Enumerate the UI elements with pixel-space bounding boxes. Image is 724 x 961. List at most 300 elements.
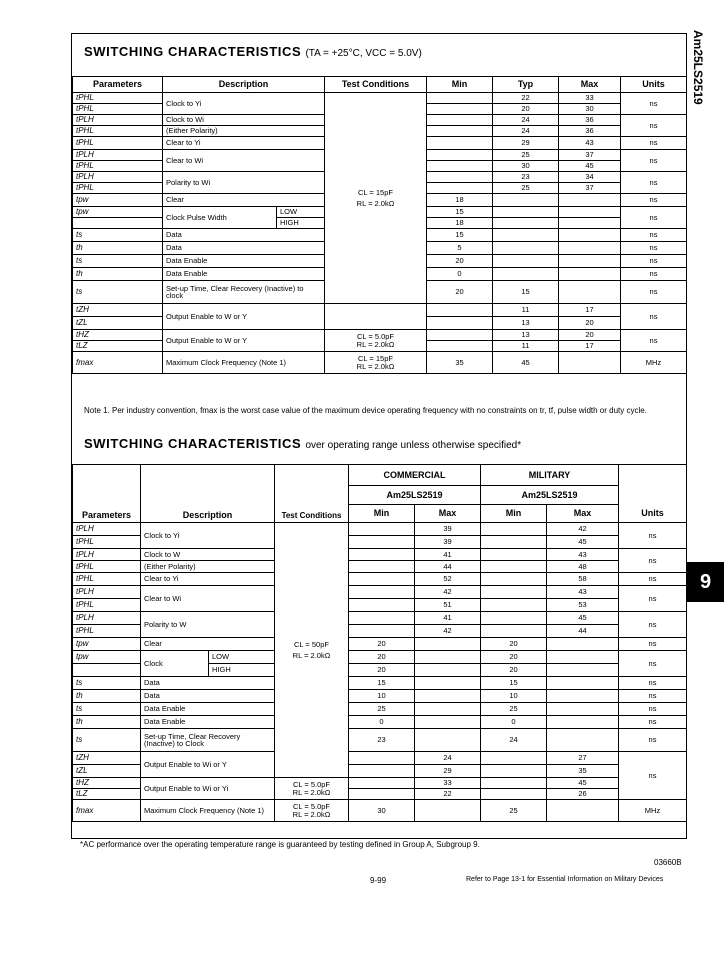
value-max: 34 (559, 172, 621, 183)
value-max: 17 (559, 304, 621, 317)
col-comm-max: Max (415, 505, 481, 523)
value-mil-max (547, 716, 619, 729)
value-units: ns (621, 304, 687, 330)
value-max: 33 (559, 93, 621, 104)
param-description: Clock Pulse Width LOW HIGH (163, 207, 325, 229)
value-comm-min: 10 (349, 690, 415, 703)
value-units: ns (619, 703, 687, 716)
value-comm-max: 24 (415, 752, 481, 765)
param-symbol: tZL (73, 765, 141, 778)
doc-code: 03660B (654, 858, 682, 867)
value-units: ns (621, 150, 687, 172)
value-typ: 11 (493, 341, 559, 352)
col-units: Units (621, 77, 687, 93)
value-comm-min (349, 612, 415, 625)
value-typ (493, 207, 559, 218)
value-mil-min (481, 586, 547, 599)
value-min (427, 104, 493, 115)
value-min: 5 (427, 242, 493, 255)
value-mil-max (547, 703, 619, 716)
value-min (427, 172, 493, 183)
value-mil-min (481, 573, 547, 586)
value-typ: 13 (493, 330, 559, 341)
value-units: ns (619, 638, 687, 651)
value-mil-max: 26 (547, 789, 619, 800)
value-min (427, 137, 493, 150)
value-comm-max: 42 (415, 586, 481, 599)
param-symbol: tPHL (73, 561, 141, 573)
switching-table-25c (72, 76, 687, 374)
value-min: 15 (427, 229, 493, 242)
value-typ: 30 (493, 161, 559, 172)
value-min: 20 (427, 281, 493, 304)
value-max (559, 229, 621, 242)
value-units: ns (619, 677, 687, 690)
test-conditions-blank (325, 304, 427, 330)
param-symbol: tPHL (73, 536, 141, 549)
footnote: *AC performance over the operating temperature range is guaranteed by testing defined in Group A, Subgroup 9. (80, 840, 480, 849)
cond-rl: RL = 2.0kΩ (292, 809, 331, 819)
value-comm-min (349, 586, 415, 599)
test-conditions (325, 93, 427, 304)
switching-table-operating-range (72, 464, 687, 822)
value-comm-max: 39 (415, 536, 481, 549)
value-max (559, 268, 621, 281)
value-mil-min (481, 765, 547, 778)
section-tab: 9 (687, 562, 724, 602)
param-description: Polarity to W (141, 612, 275, 638)
value-units: MHz (619, 800, 687, 822)
param-description: Data Enable (163, 268, 325, 281)
value-mil-max: 27 (547, 752, 619, 765)
param-description: Clock to W (141, 549, 275, 561)
param-symbol: tPLH (73, 523, 141, 536)
value-units: ns (621, 281, 687, 304)
value-min (427, 93, 493, 104)
param-description: (Either Polarity) (141, 561, 275, 573)
table-row (73, 716, 687, 729)
value-units: ns (621, 137, 687, 150)
value-units: ns (621, 194, 687, 207)
value-comm-max (415, 690, 481, 703)
value-max: 20 (559, 330, 621, 341)
param-symbol: tPLH (73, 172, 163, 183)
value-comm-max: 41 (415, 612, 481, 625)
test-conditions-15pf (325, 352, 427, 374)
param-symbol: tpw (73, 194, 163, 207)
cond-cl: CL = 5.0pF (356, 332, 395, 341)
param-symbol: ts (73, 677, 141, 690)
value-typ: 45 (493, 352, 559, 374)
param-symbol: tPHL (73, 183, 163, 194)
value-mil-min: 25 (481, 703, 547, 716)
param-description: Data (163, 229, 325, 242)
param-symbol: tZH (73, 304, 163, 317)
param-description: Maximum Clock Frequency (Note 1) (141, 800, 275, 822)
value-comm-max: 39 (415, 523, 481, 536)
value-mil-min (481, 549, 547, 561)
value-mil-max (547, 690, 619, 703)
param-symbol: th (73, 242, 163, 255)
value-mil-min (481, 612, 547, 625)
value-comm-max (415, 651, 481, 664)
value-comm-min (349, 778, 415, 789)
value-comm-max (415, 677, 481, 690)
value-comm-min: 15 (349, 677, 415, 690)
value-mil-max: 43 (547, 586, 619, 599)
value-comm-max: 52 (415, 573, 481, 586)
value-min (427, 115, 493, 126)
param-symbol: ts (73, 729, 141, 752)
param-description: Output Enable to Wi or Yi (141, 778, 275, 800)
value-units: ns (621, 330, 687, 352)
value-max (559, 242, 621, 255)
value-min: 35 (427, 352, 493, 374)
param-symbol: tZH (73, 752, 141, 765)
value-min: 18 (427, 194, 493, 207)
value-units: ns (621, 207, 687, 229)
value-comm-min (349, 599, 415, 612)
value-max: 30 (559, 104, 621, 115)
value-comm-min: 20 (349, 664, 415, 677)
table-row (73, 304, 687, 317)
value-mil-min: 24 (481, 729, 547, 752)
value-comm-max (415, 800, 481, 822)
value-min (427, 161, 493, 172)
col-parameters: Parameters (73, 465, 141, 523)
param-symbol: tpw (73, 651, 141, 664)
table-row (73, 561, 687, 573)
value-mil-min: 20 (481, 664, 547, 677)
page-number: 9-99 (370, 876, 387, 885)
side-title: Am25LS2519 (691, 30, 705, 105)
value-typ: 24 (493, 115, 559, 126)
param-description: Clear (141, 638, 275, 651)
param-symbol: th (73, 690, 141, 703)
value-comm-min: 0 (349, 716, 415, 729)
value-mil-min (481, 789, 547, 800)
value-comm-min (349, 752, 415, 765)
col-mil-max: Max (547, 505, 619, 523)
param-description: Data Enable (163, 255, 325, 268)
param-description: Clear (163, 194, 325, 207)
value-mil-min (481, 536, 547, 549)
military-reference: Refer to Page 13-1 for Essential Information on Military Devices (466, 876, 664, 883)
clock-level-high: HIGH (208, 664, 274, 677)
value-typ: 20 (493, 104, 559, 115)
value-max: 37 (559, 183, 621, 194)
param-description: Clear to Yi (141, 573, 275, 586)
param-symbol: tHZ (73, 778, 141, 789)
table-row (73, 690, 687, 703)
clock-level-low: LOW (208, 651, 274, 664)
param-symbol (73, 218, 163, 229)
param-symbol: tPHL (73, 93, 163, 104)
value-comm-max (415, 729, 481, 752)
value-mil-max (547, 638, 619, 651)
value-mil-min: 10 (481, 690, 547, 703)
param-symbol: tPLH (73, 549, 141, 561)
col-description: Description (163, 77, 325, 93)
value-typ: 29 (493, 137, 559, 150)
value-comm-min: 20 (349, 638, 415, 651)
part-commercial: Am25LS2519 (349, 486, 481, 505)
value-mil-min: 25 (481, 800, 547, 822)
cond-rl: RL = 2.0kΩ (292, 650, 331, 660)
value-mil-min (481, 752, 547, 765)
param-symbol: ts (73, 281, 163, 304)
test-conditions-5pf (275, 778, 349, 800)
table-row (73, 677, 687, 690)
section1-title: SWITCHING CHARACTERISTICS (TA = +25°C, VCC = 5.0V) (84, 44, 422, 59)
value-mil-max (547, 651, 619, 664)
test-conditions-5pf (325, 330, 427, 352)
table-row (73, 651, 687, 664)
cond-rl: RL = 2.0kΩ (356, 361, 395, 371)
value-min (427, 304, 493, 317)
value-max: 17 (559, 341, 621, 352)
clock-level-low: LOW (276, 207, 324, 218)
param-description: Data Enable (141, 703, 275, 716)
value-max (559, 194, 621, 207)
value-min (427, 341, 493, 352)
param-symbol: tPHL (73, 126, 163, 137)
value-max: 36 (559, 115, 621, 126)
cond-rl: RL = 2.0kΩ (356, 198, 395, 208)
cond-cl: CL = 50pF (294, 640, 329, 649)
value-mil-min (481, 561, 547, 573)
value-comm-min (349, 536, 415, 549)
table-row (73, 586, 687, 599)
param-symbol: tLZ (73, 789, 141, 800)
value-min (427, 150, 493, 161)
value-comm-min: 25 (349, 703, 415, 716)
value-comm-min (349, 549, 415, 561)
cond-rl: RL = 2.0kΩ (292, 787, 331, 797)
col-units: Units (619, 465, 687, 523)
value-units: ns (621, 268, 687, 281)
param-description: Output Enable to W or Y (163, 304, 325, 330)
value-units: MHz (621, 352, 687, 374)
table-row (73, 778, 687, 789)
param-symbol: tPLH (73, 586, 141, 599)
value-comm-max (415, 664, 481, 677)
param-symbol: tPLH (73, 115, 163, 126)
value-units: ns (621, 115, 687, 137)
table-row (73, 703, 687, 716)
value-typ (493, 242, 559, 255)
value-max (559, 207, 621, 218)
value-comm-min (349, 789, 415, 800)
value-max (559, 352, 621, 374)
table-row (73, 752, 687, 765)
param-symbol: ts (73, 229, 163, 242)
param-description: Set-up Time, Clear Recovery (Inactive) to Clock (141, 729, 275, 752)
value-units: ns (621, 255, 687, 268)
cond-cl: CL = 15pF (358, 188, 393, 197)
value-mil-max: 35 (547, 765, 619, 778)
value-mil-max: 48 (547, 561, 619, 573)
param-description: Data (163, 242, 325, 255)
value-comm-max: 33 (415, 778, 481, 789)
col-typ: Typ (493, 77, 559, 93)
value-comm-max (415, 703, 481, 716)
value-mil-min: 15 (481, 677, 547, 690)
value-comm-min: 20 (349, 651, 415, 664)
value-min (427, 330, 493, 341)
value-typ (493, 218, 559, 229)
value-comm-min: 30 (349, 800, 415, 822)
param-symbol: tpw (73, 638, 141, 651)
value-units: ns (619, 549, 687, 573)
value-units: ns (619, 752, 687, 800)
param-description: Data (141, 690, 275, 703)
value-mil-max: 53 (547, 599, 619, 612)
value-comm-max (415, 638, 481, 651)
param-symbol: fmax (73, 800, 141, 822)
table-row (73, 523, 687, 536)
value-units: ns (621, 93, 687, 115)
col-description: Description (141, 465, 275, 523)
param-symbol: tPHL (73, 573, 141, 586)
value-mil-min: 0 (481, 716, 547, 729)
value-mil-max: 43 (547, 549, 619, 561)
param-description: (Either Polarity) (163, 126, 325, 137)
test-conditions (275, 523, 349, 778)
value-min: 20 (427, 255, 493, 268)
value-units: ns (619, 651, 687, 677)
param-symbol: tPLH (73, 150, 163, 161)
param-description: Clock to Yi (163, 93, 325, 115)
param-symbol: tZL (73, 317, 163, 330)
value-max: 37 (559, 150, 621, 161)
value-mil-max (547, 800, 619, 822)
param-description: Clock to Yi (141, 523, 275, 549)
col-parameters: Parameters (73, 77, 163, 93)
value-min: 15 (427, 207, 493, 218)
param-symbol: tHZ (73, 330, 163, 341)
table-row (73, 612, 687, 625)
table-row (73, 729, 687, 752)
value-comm-max (415, 716, 481, 729)
param-symbol: tPHL (73, 599, 141, 612)
value-mil-max: 42 (547, 523, 619, 536)
value-typ: 22 (493, 93, 559, 104)
table-row (73, 638, 687, 651)
value-min (427, 183, 493, 194)
value-min: 0 (427, 268, 493, 281)
value-comm-min (349, 625, 415, 638)
table-row (73, 800, 687, 822)
value-mil-max (547, 677, 619, 690)
value-typ (493, 229, 559, 242)
group-military: MILITARY (481, 465, 619, 486)
value-mil-max: 58 (547, 573, 619, 586)
value-units: ns (619, 586, 687, 612)
table-row (73, 330, 687, 341)
value-units: ns (619, 612, 687, 638)
value-mil-min (481, 523, 547, 536)
value-units: ns (619, 523, 687, 549)
value-units: ns (619, 729, 687, 752)
value-comm-max: 41 (415, 549, 481, 561)
value-comm-max: 51 (415, 599, 481, 612)
value-mil-max (547, 664, 619, 677)
value-min: 18 (427, 218, 493, 229)
param-symbol: tPHL (73, 104, 163, 115)
table-row (73, 93, 687, 104)
value-comm-min: 23 (349, 729, 415, 752)
param-symbol: tpw (73, 207, 163, 218)
cond-cl: CL = 15pF (358, 354, 393, 363)
value-mil-max: 45 (547, 778, 619, 789)
value-comm-min (349, 561, 415, 573)
table-row (73, 573, 687, 586)
value-comm-min (349, 573, 415, 586)
param-symbol: tLZ (73, 341, 163, 352)
value-mil-max: 44 (547, 625, 619, 638)
param-symbol (73, 664, 141, 677)
note-1: Note 1. Per industry convention, fmax is the worst case value of the maximum device operating frequency with no constraints on tr, tf, pulse width or duty cycle. (84, 406, 647, 415)
value-mil-max: 45 (547, 536, 619, 549)
value-comm-max: 42 (415, 625, 481, 638)
value-max (559, 218, 621, 229)
param-symbol: ts (73, 703, 141, 716)
value-comm-max: 44 (415, 561, 481, 573)
value-units: ns (619, 690, 687, 703)
value-units: ns (619, 716, 687, 729)
cond-cl: CL = 5.0pF (292, 802, 331, 811)
param-description: Output Enable to Wi or Y (141, 752, 275, 778)
param-description: Data Enable (141, 716, 275, 729)
param-symbol: th (73, 716, 141, 729)
value-units: ns (621, 229, 687, 242)
value-max (559, 255, 621, 268)
value-typ: 25 (493, 150, 559, 161)
param-description: Clear to Yi (163, 137, 325, 150)
value-units: ns (621, 242, 687, 255)
col-test-conditions: Test Conditions (275, 465, 349, 523)
value-comm-min (349, 523, 415, 536)
value-typ: 25 (493, 183, 559, 194)
group-commercial: COMMERCIAL (349, 465, 481, 486)
value-mil-max: 45 (547, 612, 619, 625)
param-symbol: fmax (73, 352, 163, 374)
value-typ: 13 (493, 317, 559, 330)
part-military: Am25LS2519 (481, 486, 619, 505)
value-mil-min (481, 625, 547, 638)
value-max: 45 (559, 161, 621, 172)
value-units: ns (619, 573, 687, 586)
param-symbol: tPHL (73, 625, 141, 638)
value-typ: 15 (493, 281, 559, 304)
value-units: ns (621, 172, 687, 194)
value-comm-max: 22 (415, 789, 481, 800)
clock-level-high: HIGH (276, 218, 324, 229)
test-conditions-5pf-fmax (275, 800, 349, 822)
value-typ: 23 (493, 172, 559, 183)
value-mil-min: 20 (481, 651, 547, 664)
param-description: Data (141, 677, 275, 690)
col-min: Min (427, 77, 493, 93)
col-comm-min: Min (349, 505, 415, 523)
param-description: Clock LOW HIGH (141, 651, 275, 677)
value-min (427, 126, 493, 137)
value-typ: 24 (493, 126, 559, 137)
value-mil-min (481, 599, 547, 612)
value-max (559, 281, 621, 304)
value-max: 36 (559, 126, 621, 137)
